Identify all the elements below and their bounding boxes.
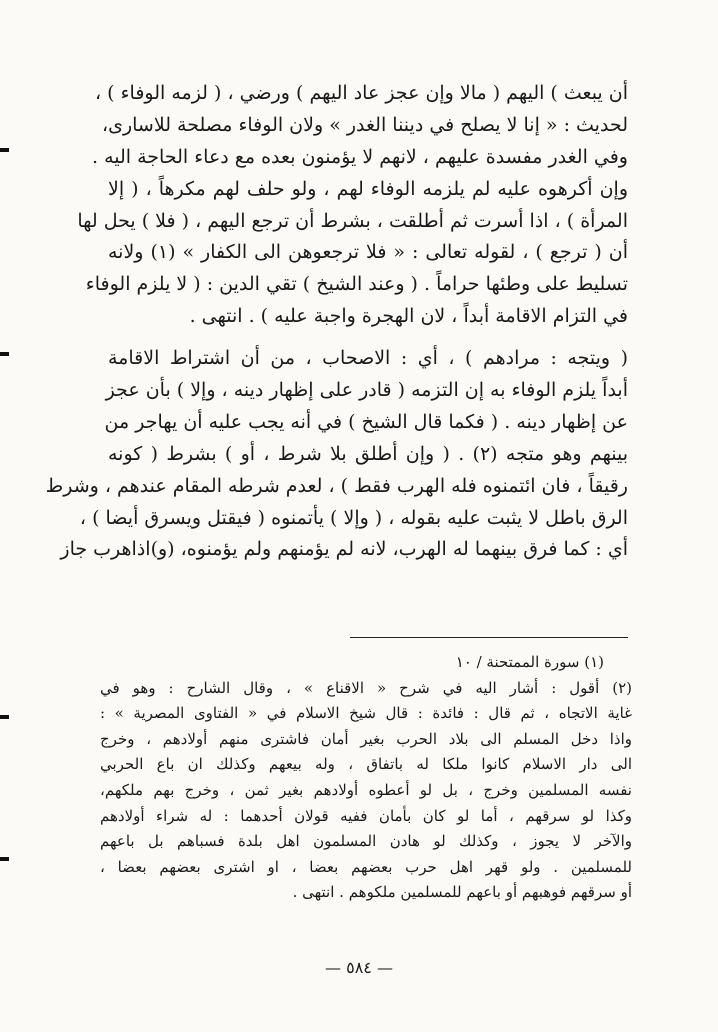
footnotes [100, 650, 632, 906]
page-number: — ٥٨٤ — [325, 958, 393, 977]
text-line: لحديث : « إنا لا يصلح في ديننا الغدر » ولان الوفاء مصلحة للاسارى، [101, 113, 628, 136]
text-line: ( ويتجه : مرادهم ) ، أي : الاصحاب ، من أن اشتراط الاقامة [108, 347, 628, 370]
footnote-line: واذا دخل المسلم الى بلاد الحرب بغير أمان فاشترى منهم أولادهم ، وخرج [100, 729, 632, 748]
text-line: في التزام الاقامة أبداً ، لان الهجرة واجبة عليه ) . انتهى . [189, 305, 628, 328]
text-line: المرأة ) ، اذا أسرت ثم أطلقت ، بشرط أن ترجع اليهم ، ( فلا ) يحل لها [77, 209, 628, 232]
text-line: وإن أكرهوه عليه لم يلزمه الوفاء لهم ، ولو حلف لهم مكرهاً ، ( إلا [108, 177, 628, 200]
main-text [45, 78, 628, 566]
footnote-line: غاية الاتجاه ، ثم قال : فائدة : قال شيخ الاسلام في « الفتاوى المصرية » : [100, 704, 632, 723]
scan-edge-mark [0, 352, 9, 356]
footnote-line: (١) سورة الممتحنة / ١٠ [455, 653, 604, 671]
footnote-line: أو سرقهم فوهبهم أو باعهم للمسلمين ملكوهم . انتهى . [292, 883, 632, 902]
scan-edge-mark [0, 148, 9, 152]
footnote-line: (٢) أقول : أشار اليه في شرح « الاقناع » ، وقال الشارح : وهو في [100, 678, 632, 697]
footnote-line: للمسلمين . ولو قهر اهل حرب بعضهم بعضا ، او اشترى بعضهم بعضا ، [100, 857, 632, 876]
text-line: بينهم وهو متجه (٢) . ( وإن أطلق بلا شرط ، أو ) بشرط ( كونه [108, 442, 628, 465]
footnote-line: الى دار الاسلام كانوا ملكا له باتفاق ، وله بيعهم وكذلك ان باع الحربي [100, 755, 632, 774]
footnote-line: وكذا لو سرقهم ، أما لو كان بأمان ففيه قولان أحدهما : له شراء أولادهم [100, 806, 632, 825]
scan-edge-mark [0, 857, 9, 861]
text-line: الرق باطل لا يثبت عليه بقوله ، ( وإلا ) يأتمنوه ( فيقتل ويسرق أيضا ) ، [79, 506, 628, 529]
text-line: أبداً يلزم الوفاء به إن التزمه ( قادر على إظهار دينه ، وإلا ) بأن عجز [105, 379, 628, 402]
text-line: وفي الغدر مفسدة عليهم ، لانهم لا يؤمنون بعده مع دعاء الحاجة اليه . [92, 145, 628, 168]
footnote-line: والآخر لا يجوز ، وكذلك لو هادن المسلمون اهل بلدة فسباهم بل باعهم [100, 832, 632, 851]
text-line: رقيقاً ، فان ائتمنوه فله الهرب فقط ) ، لعدم شرطه المقام عندهم ، وشرط [45, 474, 628, 497]
footnote-separator [350, 637, 628, 638]
text-line: أي : كما فرق بينهما له الهرب، لانه لم يؤمنهم ولم يؤمنوه، (و)اذاهرب جاز [60, 538, 628, 561]
scan-edge-mark [0, 715, 9, 719]
footnote-line: نفسه المسلمين وخرج ، بل لو أعطوه أولادهم بغير ثمن ، وخرج بهم ملكهم، [100, 780, 632, 799]
text-line: تسليط على وطئها حراماً . ( وعند الشيخ ) تقي الدين : ( لا يلزم الوفاء [85, 273, 628, 296]
text-line: أن ( ترجع ) ، لقوله تعالى : « فلا ترجعوهن الى الكفار » (١) ولانه [108, 241, 628, 264]
text-line: أن يبعث ) اليهم ( مالا وإن عجز عاد اليهم ) ورضي ، ( لزمه الوفاء ) ، [94, 82, 628, 104]
text-line: عن إظهار دينه . ( فكما قال الشيخ ) في أنه يجب عليه أن يهاجر من [104, 410, 628, 433]
